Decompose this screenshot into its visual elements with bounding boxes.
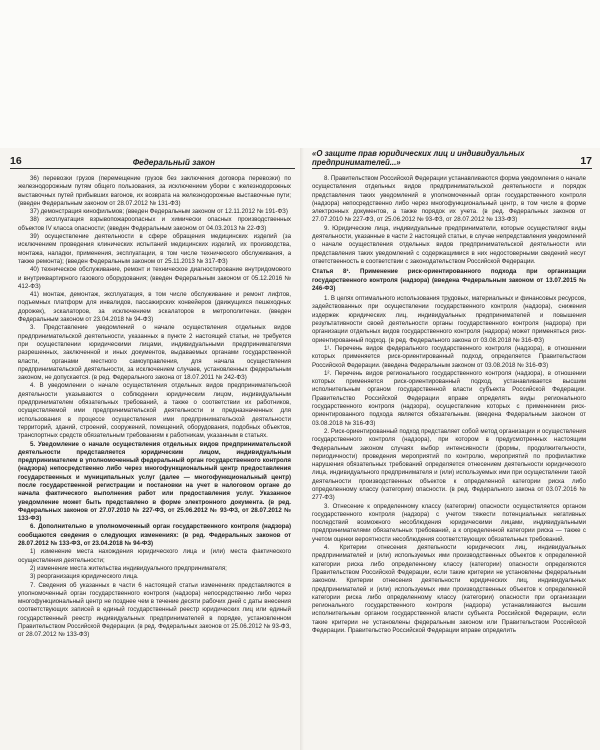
- paragraph: 5. Уведомление о начале осуществления отдельных видов предпринимательской деятельности представляется юридическим лицом, индивидуальным предпринимателем в уполномоченный федеральный орган государственного контроля (надзора) непосредственно либо через многофункциональный центр предоставления государственных и муниципальных услуг (далее — многофункциональный центр) после государственной регистрации и постановки на учет в налоговом органе до начала фактического выполнения работ или предоставления услуг. Указанное уведомление может быть представлено в форме электронного документа. (в ред. Федеральных законов от 27.07.2010 № 227-ФЗ, от 25.06.2012 № 93-ФЗ, от 28.07.2012 № 133-ФЗ): [18, 440, 291, 523]
- page-number-left: 16: [10, 155, 22, 167]
- paragraph: 8. Правительством Российской Федерации устанавливаются форма уведомления о начале осуществления отдельных видов предпринимательской деятельности и порядок представления таких уведомлений в уполномоченный орган государственного контроля (надзора) непосредственно либо через многофункциональный центр, в том числе в форме электронных документов, а также порядок их учета. (в ред. Федеральных законов от 27.07.2010 № 227-ФЗ, от 25.06.2012 № 93-ФЗ, от 28.07.2012 № 133-ФЗ): [312, 175, 586, 224]
- paragraph: 39) осуществление деятельности в сфере обращения медицинских изделий (за исключением проведения клинических испытаний медицинских изделий, их производства, монтажа, наладки, применения, эксплуатации, в том числе технического обслуживания, а также ремонта); (введен Федеральным законом от 25.11.2013 № 317-ФЗ): [18, 233, 291, 265]
- page-header-right: [312, 151, 592, 169]
- paragraph: 3) реорганизация юридического лица.: [30, 573, 139, 581]
- page-number-right: 17: [580, 155, 592, 167]
- page-header-left: [10, 151, 295, 169]
- paragraph: 41) монтаж, демонтаж, эксплуатация, в том числе обслуживание и ремонт лифтов, подъемных платформ для инвалидов, пассажирских конвейеров (движущихся пешеходных дорожек), эскалаторов, за исключением эскалаторов в метрополитенах. (введен Федеральным законом от 23.04.2018 № 94-ФЗ): [18, 291, 291, 324]
- paragraph: 37) демонстрация кинофильмов; (введен Федеральным законом от 12.11.2012 № 191-ФЗ): [30, 208, 288, 216]
- page-gutter: [300, 148, 304, 750]
- running-title-right: «О защите прав юридических лиц и индивидуальных предпринимателей...»: [312, 149, 525, 167]
- article-heading: Статья 8¹. Применение риск-ориентированного подхода при организации государственного контроля (надзора) (введена Федеральным законом от 13.07.2015 № 246-ФЗ): [312, 268, 586, 292]
- paragraph: 1¹. Перечень видов федерального государственного контроля (надзора), в отношении которых применяется риск-ориентированный подход, определяется Правительством Российской Федерации. (введена Федеральным законом от 03.08.2018 № 316-ФЗ): [312, 344, 586, 369]
- paragraph: 2. Риск-ориентированный подход представляет собой метод организации и осуществления государственного контроля (надзора), при котором в предусмотренных настоящим Федеральным законом случаях выбор интенсивности (формы, продолжительности, периодичности) проведения мероприятий по контролю, мероприятий по профилактике нарушения обязательных требований определяется отнесением деятельности юридического лица, индивидуального предпринимателя и (или) используемых ими при осуществлении такой деятельности производственных объектов к определенной категории риска либо определенному классу (категории) опасности. (в ред. Федерального закона от 03.07.2016 № 277-ФЗ): [312, 427, 586, 502]
- paragraph: 38) эксплуатация взрывопожароопасных и химически опасных производственных объектов IV класса опасности; (введен Федеральным законом от 04.03.2013 № 22-ФЗ): [18, 216, 291, 232]
- running-title-left: Федеральный закон: [132, 158, 215, 167]
- paragraph: 2) изменение места жительства индивидуального предпринимателя;: [30, 564, 227, 572]
- paragraph: 1². Перечень видов регионального государственного контроля (надзора), в отношении которых применяется риск-ориентированный подход, устанавливается высшим исполнительным органом государственной власти субъекта Российской Федерации. Правительство Российской Федерации вправе определять виды регионального государственного контроля (надзора), осуществление которых с применением риск-ориентированного подхода является обязательным. (введена Федеральным законом от 03.08.2018 № 316-ФЗ): [312, 369, 586, 427]
- paragraph: 7. Сведения об указанных в части 6 настоящей статьи изменениях представляются в уполномоченный орган государственного контроля (надзора) непосредственно либо через многофункциональный центр не позднее чем в течение десяти рабочих дней с даты внесения соответствующих записей в единый государственный реестр юридических лиц или единый государственный реестр индивидуальных предпринимателей в порядке, установленном Правительством Российской Федерации. (в ред. Федеральных законов от 25.06.2012 № 93-ФЗ, от 28.07.2012 № 133-ФЗ): [18, 581, 291, 639]
- blank-area: [0, 0, 600, 148]
- paragraph: 6. Дополнительно в уполномоченный орган государственного контроля (надзора) сообщаются сведения о следующих изменениях: (в ред. Федеральных законов от 28.07.2012 № 133-ФЗ, от 23.04.2018 № 94-ФЗ): [18, 523, 291, 548]
- paragraph: 4. Критерии отнесения деятельности юридических лиц, индивидуальных предпринимателей и (или) используемых ими производственных объектов к определенной категории риска либо определенному классу (категории) опасности определяются Правительством Российской Федерации, если такие критерии не установлены федеральным законом. Критерии отнесения деятельности юридических лиц, индивидуальных предпринимателей и (или) используемых ими производственных объектов к определенной категории риска либо определенному классу (категории) опасности при организации регионального государственного контроля (надзора) устанавливаются высшим исполнительным органом государственной власти субъекта Российской Федерации, если такие критерии не установлены федеральным законом или Правительством Российской Федерации. Правительство Российской Федерации вправе определить: [312, 544, 586, 635]
- paragraph: 4. В уведомлении о начале осуществления отдельных видов предпринимательской деятельности указываются о соблюдении юридическим лицом, индивидуальным предпринимателем обязательных требований, а также о соответствии их работников, осуществляемой ими предпринимательской деятельности и предназначенных для использования в процессе осуществления ими предпринимательской деятельности территорий, зданий, строений, сооружений, помещений, оборудования, подобных объектов, транспортных средств обязательным требованиям к работникам, указанным в статьях.: [18, 382, 291, 440]
- paragraph: 36) перевозки грузов (перемещение грузов без заключения договора перевозки) по железнодорожным путям общего пользования, за исключением уборки с железнодорожных выставочных путей прибывших вагонов, их возврата на железнодорожные выставочные пути; (введен Федеральным законом от 28.07.2012 № 131-ФЗ): [18, 175, 291, 207]
- paragraph: 1. В целях оптимального использования трудовых, материальных и финансовых ресурсов, задействованных при осуществлении государственного контроля (надзора), снижения издержек юридических лиц, индивидуальных предпринимателей и повышения результативности своей деятельности органы государственного контроля (надзора) при организации отдельных видов государственного контроля (надзора) может применяться риск-ориентированный подход. (в ред. Федерального закона от 03.08.2018 № 316-ФЗ): [312, 295, 586, 344]
- paragraph: 3. Отнесение к определенному классу (категории) опасности осуществляется органом государственного контроля (надзора) с учетом тяжести потенциальных негативных последствий возможного несоблюдения юридическими лицами, индивидуальными предпринимателями обязательных требований, а к определенной категории риска — также с учетом оценки вероятности несоблюдения соответствующих обязательных требований.: [312, 502, 586, 543]
- paragraph: 3. Представление уведомлений о начале осуществления отдельных видов предпринимательской деятельности, указанных в пункте 2 настоящей статьи, не требуется при осуществлении юридическими лицами, индивидуальными предпринимателями разрешенных, заключенной и иных документов, выдаваемых органами государственной власти, органами местного самоуправления, для начала осуществления предпринимательской деятельности, за исключением случаев, установленных федеральным законом, не допускается. (в ред. Федерального закона от 18.07.2011 № 242-ФЗ): [18, 324, 291, 382]
- left-text-column: [18, 175, 291, 745]
- paragraph: 9. Юридические лица, индивидуальные предприниматели, которые осуществляют виды деятельности, указанные в части 2 настоящей статьи, в случае непредставления уведомлений о начале осуществления отдельных видов предпринимательской деятельности или представления таких уведомлений с содержащимися в них недостоверными сведений несут ответственность в соответствии с законодательством Российской Федерации.: [312, 224, 586, 265]
- paragraph: 1) изменение места нахождения юридического лица и (или) места фактического осуществления деятельности;: [18, 548, 291, 564]
- paragraph: 40) техническое обслуживание, ремонт и техническое диагностирование внутридомового и внутриквартирного газового оборудования; (введен Федеральным законом от 05.12.2016 № 412-ФЗ): [18, 266, 291, 290]
- right-text-column: [312, 175, 586, 745]
